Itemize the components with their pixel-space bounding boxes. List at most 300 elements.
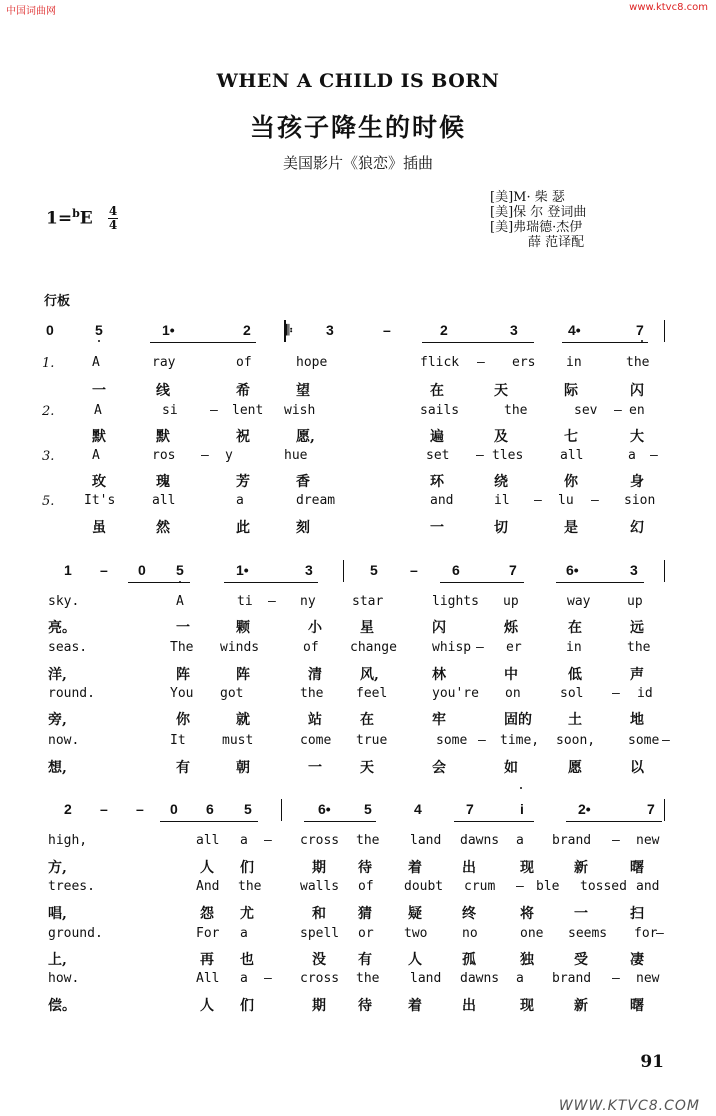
song-title-english: WHEN A CHILD IS BORN <box>216 70 500 92</box>
chinese-lyric: 天 <box>494 383 508 399</box>
chinese-lyric: 风, <box>360 667 379 683</box>
jianpu-note: 5 <box>95 322 103 338</box>
chinese-lyric: 出 <box>462 860 476 876</box>
lyric-word: high, <box>48 833 88 848</box>
lyric-word: up <box>503 594 519 609</box>
chinese-lyric: 和 <box>312 906 326 922</box>
octave-dot <box>641 340 643 342</box>
beam-underline <box>454 821 534 822</box>
lyric-word: For <box>196 926 220 941</box>
chinese-lyric: 瑰 <box>156 474 170 490</box>
jianpu-note: 5 <box>176 562 184 578</box>
lyric-word: flick <box>420 355 460 370</box>
lyric-word: you're <box>432 686 479 701</box>
lyric-word: no <box>462 926 478 941</box>
chinese-lyric: 一 <box>92 383 106 399</box>
lyric-word: the <box>504 403 528 418</box>
chinese-lyric: 一 <box>430 520 444 536</box>
lyric-word: ray <box>152 355 176 370</box>
chinese-lyric: 也 <box>240 952 254 968</box>
lyric-word: a <box>240 971 248 986</box>
barline <box>664 560 665 582</box>
beam-underline <box>304 821 376 822</box>
lyric-word: set <box>426 448 450 463</box>
lyric-word: ti <box>237 594 253 609</box>
credits-block <box>490 190 586 250</box>
lyric-word: on <box>505 686 521 701</box>
lyric-word: You <box>170 686 194 701</box>
lyric-word: tles <box>492 448 524 463</box>
chinese-lyric: 独 <box>520 952 534 968</box>
chinese-lyric: 着 <box>408 998 422 1014</box>
lyric-word: or <box>358 926 374 941</box>
chinese-lyric: 有 <box>358 952 372 968</box>
chinese-lyric: 你 <box>564 474 578 490</box>
lyric-word: got <box>220 686 244 701</box>
chinese-lyric: 怨 <box>200 906 214 922</box>
chinese-lyric: 人 <box>408 952 422 968</box>
jianpu-note: 5 <box>244 801 252 817</box>
lyric-word: the <box>356 971 380 986</box>
barline <box>664 799 665 821</box>
verse-number: 5. <box>42 494 55 509</box>
chinese-lyric: 曙 <box>630 998 644 1014</box>
lyric-word: lent <box>232 403 264 418</box>
lyric-word: change <box>350 640 397 655</box>
lyric-word: – <box>516 879 524 894</box>
chinese-lyric: 出 <box>462 998 476 1014</box>
chinese-lyric: 环 <box>430 474 444 490</box>
chinese-lyric: 默 <box>92 429 106 445</box>
lyric-word: cross <box>300 971 340 986</box>
chinese-lyric: 林 <box>432 667 446 683</box>
lyric-word: time, <box>500 733 540 748</box>
lyric-word: – <box>268 594 276 609</box>
lyric-word: the <box>627 640 651 655</box>
lyric-word: spell <box>300 926 340 941</box>
chinese-lyric: 朝 <box>236 760 250 776</box>
chinese-lyric: 待 <box>358 860 372 876</box>
page-number: 91 <box>640 1052 664 1072</box>
octave-dot <box>179 581 181 583</box>
chinese-lyric: 香 <box>296 474 310 490</box>
chinese-lyric: 一 <box>308 760 322 776</box>
lyric-word: winds <box>220 640 260 655</box>
lyric-word: the <box>238 879 262 894</box>
barline <box>281 799 282 821</box>
lyric-word: way <box>567 594 591 609</box>
chinese-lyric: 刻 <box>296 520 310 536</box>
lyric-word: And <box>196 879 220 894</box>
lyric-word: A <box>92 355 100 370</box>
lyric-word: a <box>240 926 248 941</box>
octave-dot <box>520 787 522 789</box>
lyric-word: all <box>196 833 220 848</box>
beam-underline <box>562 342 648 343</box>
lyric-word: sev <box>574 403 598 418</box>
song-subtitle: 美国影片《狼恋》插曲 <box>282 154 433 172</box>
watermark: WWW.KTVC8.COM <box>558 1098 700 1114</box>
lyric-word: sky. <box>48 594 80 609</box>
lyric-word: A <box>94 403 102 418</box>
lyric-word: and <box>430 493 454 508</box>
lyric-word: y <box>225 448 233 463</box>
chinese-lyric: 此 <box>236 520 250 536</box>
lyric-word: ros <box>152 448 176 463</box>
chinese-lyric: 现 <box>520 860 534 876</box>
chinese-lyric: 及 <box>494 429 508 445</box>
lyric-word: The <box>170 640 194 655</box>
lyric-word: the <box>356 833 380 848</box>
song-title-chinese: 当孩子降生的时候 <box>249 113 466 142</box>
site-name-left[interactable]: 中国词曲网 <box>6 6 56 17</box>
chinese-lyric: 阵 <box>236 667 250 683</box>
lyric-word: ble <box>536 879 560 894</box>
jianpu-note: 𝄆 <box>286 322 293 338</box>
chinese-lyric: 祝 <box>236 429 250 445</box>
credit-line: [美]保 尔 登词曲 <box>490 205 587 220</box>
lyric-word: land <box>410 971 442 986</box>
lyric-word: – <box>210 403 218 418</box>
lyric-word: lu <box>558 493 574 508</box>
lyric-word: cross <box>300 833 340 848</box>
chinese-lyric: 人 <box>200 998 214 1014</box>
chinese-lyric: 上, <box>48 952 67 968</box>
lyric-word: lights <box>432 594 479 609</box>
chinese-lyric: 洋, <box>48 667 67 683</box>
chinese-lyric: 孤 <box>462 952 476 968</box>
jianpu-note: 3 <box>630 562 638 578</box>
beam-underline <box>422 342 534 343</box>
lyric-word: crum <box>464 879 496 894</box>
jianpu-note: 1 <box>64 562 72 578</box>
lyric-word: some <box>628 733 660 748</box>
lyric-word: hue <box>284 448 308 463</box>
lyric-word: come <box>300 733 332 748</box>
chinese-lyric: 线 <box>156 383 170 399</box>
jianpu-note: 4• <box>568 322 581 338</box>
lyric-word: some <box>436 733 468 748</box>
chinese-lyric: 想, <box>48 760 67 776</box>
chinese-lyric: 牢 <box>432 712 446 728</box>
chinese-lyric: 烁 <box>504 620 518 636</box>
lyric-word: ground. <box>48 926 103 941</box>
chinese-lyric: 颗 <box>236 620 250 636</box>
lyric-word: whisp <box>432 640 472 655</box>
beam-underline <box>224 582 318 583</box>
lyric-word: er <box>506 640 522 655</box>
chinese-lyric: 阵 <box>176 667 190 683</box>
chinese-lyric: 疑 <box>408 906 422 922</box>
jianpu-note: 1• <box>162 322 175 338</box>
lyric-word: dawns <box>460 971 500 986</box>
jianpu-note: 6 <box>206 801 214 817</box>
chinese-lyric: 就 <box>236 712 250 728</box>
chinese-lyric: 方, <box>48 860 67 876</box>
chinese-lyric: 着 <box>408 860 422 876</box>
jianpu-note: – <box>136 801 144 817</box>
chinese-lyric: 没 <box>312 952 326 968</box>
verse-number: 2. <box>42 404 55 419</box>
jianpu-note: 6• <box>566 562 579 578</box>
lyric-word: – <box>656 926 664 941</box>
jianpu-note: 5 <box>370 562 378 578</box>
beam-underline <box>440 582 524 583</box>
lyric-word: star <box>352 594 384 609</box>
chinese-lyric: 固的 <box>504 712 532 728</box>
lyric-word: seas. <box>48 640 88 655</box>
jianpu-note: 6 <box>452 562 460 578</box>
lyric-word: a <box>516 833 524 848</box>
lyric-word: the <box>626 355 650 370</box>
lyric-word: true <box>356 733 388 748</box>
time-signature <box>108 206 118 231</box>
chinese-lyric: 绕 <box>494 474 508 490</box>
lyric-word: en <box>629 403 645 418</box>
chinese-lyric: 新 <box>574 998 588 1014</box>
chinese-lyric: 人 <box>200 860 214 876</box>
chinese-lyric: 旁, <box>48 712 67 728</box>
chinese-lyric: 扫 <box>630 906 644 922</box>
jianpu-note: 2 <box>440 322 448 338</box>
chinese-lyric: 希 <box>236 383 250 399</box>
jianpu-note: 4 <box>414 801 422 817</box>
chinese-lyric: 如 <box>504 760 518 776</box>
chinese-lyric: 新 <box>574 860 588 876</box>
jianpu-note: 7 <box>466 801 474 817</box>
chinese-lyric: 遍 <box>430 429 444 445</box>
verse-number: 1. <box>42 356 55 371</box>
jianpu-note: – <box>410 562 418 578</box>
lyric-word: in <box>566 355 582 370</box>
octave-dot <box>98 340 100 342</box>
chinese-lyric: 玫 <box>92 474 106 490</box>
chinese-lyric: 幻 <box>630 520 644 536</box>
chinese-lyric: 猜 <box>358 906 372 922</box>
lyric-word: brand <box>552 833 592 848</box>
chinese-lyric: 土 <box>568 712 582 728</box>
jianpu-note: 2• <box>578 801 591 817</box>
beam-underline <box>150 342 256 343</box>
lyric-word: – <box>612 971 620 986</box>
lyric-word: in <box>566 640 582 655</box>
lyric-word: two <box>404 926 428 941</box>
chinese-lyric: 唱, <box>48 906 67 922</box>
lyric-word: It <box>170 733 186 748</box>
chinese-lyric: 切 <box>494 520 508 536</box>
chinese-lyric: 凄 <box>630 952 644 968</box>
barline <box>284 320 286 342</box>
jianpu-note: 2 <box>64 801 72 817</box>
chinese-lyric: 在 <box>360 712 374 728</box>
lyric-word: – <box>201 448 209 463</box>
jianpu-note: 7 <box>636 322 644 338</box>
chinese-lyric: 天 <box>360 760 374 776</box>
lyric-word: – <box>591 493 599 508</box>
lyric-word: a <box>628 448 636 463</box>
chinese-lyric: 际 <box>564 383 578 399</box>
chinese-lyric: 你 <box>176 712 190 728</box>
chinese-lyric: 七 <box>564 429 578 445</box>
jianpu-note: – <box>383 322 391 338</box>
lyric-word: seems <box>568 926 608 941</box>
lyric-word: and <box>636 879 660 894</box>
lyric-word: – <box>476 640 484 655</box>
chinese-lyric: 低 <box>568 667 582 683</box>
chinese-lyric: 们 <box>240 860 254 876</box>
lyric-word: new <box>636 833 660 848</box>
credit-line: [美]弗瑞德·杰伊 <box>490 220 583 235</box>
jianpu-note: – <box>100 562 108 578</box>
lyric-word: of <box>358 879 374 894</box>
lyric-word: of <box>303 640 319 655</box>
lyric-word: sol <box>560 686 584 701</box>
chinese-lyric: 星 <box>360 620 374 636</box>
lyric-word: up <box>627 594 643 609</box>
chinese-lyric: 会 <box>432 760 446 776</box>
lyric-word: hope <box>296 355 328 370</box>
site-url-right[interactable]: www.ktvc8.com <box>629 2 708 13</box>
jianpu-note: 2 <box>243 322 251 338</box>
lyric-word: ny <box>300 594 316 609</box>
chinese-lyric: 声 <box>630 667 644 683</box>
lyric-word: ers <box>512 355 536 370</box>
chinese-lyric: 望 <box>296 383 310 399</box>
chinese-lyric: 小 <box>308 620 322 636</box>
chinese-lyric: 身 <box>630 474 644 490</box>
lyric-word: wish <box>284 403 316 418</box>
jianpu-note: 7 <box>509 562 517 578</box>
jianpu-note: 0 <box>46 322 54 338</box>
chinese-lyric: 将 <box>520 906 534 922</box>
chinese-lyric: 是 <box>564 520 578 536</box>
jianpu-note: 0 <box>170 801 178 817</box>
lyric-word: – <box>534 493 542 508</box>
tempo-marking: 行板 <box>44 294 71 309</box>
lyric-word: sion <box>624 493 656 508</box>
chinese-lyric: 终 <box>462 906 476 922</box>
beam-underline <box>566 821 662 822</box>
lyric-word: dawns <box>460 833 500 848</box>
beam-underline <box>160 821 258 822</box>
credit-line: [美]M· 柴 瑟 <box>490 190 565 205</box>
chinese-lyric: 大 <box>630 429 644 445</box>
lyric-word: now. <box>48 733 80 748</box>
chinese-lyric: 期 <box>312 998 326 1014</box>
chinese-lyric: 默 <box>156 429 170 445</box>
flat-sign: b <box>72 207 80 220</box>
chinese-lyric: 在 <box>430 383 444 399</box>
chinese-lyric: 地 <box>630 712 644 728</box>
chinese-lyric: 期 <box>312 860 326 876</box>
time-bottom: 4 <box>108 218 118 232</box>
chinese-lyric: 站 <box>308 712 322 728</box>
jianpu-note: 6• <box>318 801 331 817</box>
jianpu-note: 3 <box>510 322 518 338</box>
chinese-lyric: 受 <box>574 952 588 968</box>
chinese-lyric: 们 <box>240 998 254 1014</box>
lyric-word: feel <box>356 686 388 701</box>
lyric-word: a <box>236 493 244 508</box>
chinese-lyric: 愿 <box>568 760 582 776</box>
chinese-lyric: 待 <box>358 998 372 1014</box>
lyric-word: – <box>650 448 658 463</box>
lyric-word: the <box>300 686 324 701</box>
chinese-lyric: 闪 <box>630 383 644 399</box>
key-signature <box>46 207 93 229</box>
lyric-word: doubt <box>404 879 444 894</box>
key-note: E <box>79 208 93 229</box>
lyric-word: A <box>176 594 184 609</box>
lyric-word: a <box>240 833 248 848</box>
beam-underline <box>556 582 644 583</box>
jianpu-note: i <box>520 801 524 817</box>
lyric-word: soon, <box>556 733 596 748</box>
lyric-word: il <box>494 493 510 508</box>
jianpu-note: 3 <box>305 562 313 578</box>
lyric-word: si <box>162 403 178 418</box>
lyric-word: how. <box>48 971 80 986</box>
jianpu-note: – <box>100 801 108 817</box>
chinese-lyric: 一 <box>574 906 588 922</box>
chinese-lyric: 曙 <box>630 860 644 876</box>
barline <box>343 560 344 582</box>
lyric-word: walls <box>300 879 340 894</box>
chinese-lyric: 偿。 <box>48 998 76 1014</box>
lyric-word: of <box>236 355 252 370</box>
lyric-word: for <box>634 926 658 941</box>
lyric-word: new <box>636 971 660 986</box>
chinese-lyric: 以 <box>630 760 644 776</box>
chinese-lyric: 然 <box>156 520 170 536</box>
chinese-lyric: 远 <box>630 620 644 636</box>
chinese-lyric: 有 <box>176 760 190 776</box>
chinese-lyric: 愿, <box>296 429 315 445</box>
lyric-word: – <box>614 403 622 418</box>
lyric-word: a <box>516 971 524 986</box>
chinese-lyric: 再 <box>200 952 214 968</box>
chinese-lyric: 清 <box>308 667 322 683</box>
lyric-word: It's <box>84 493 116 508</box>
lyric-word: id <box>637 686 653 701</box>
chinese-lyric: 一 <box>176 620 190 636</box>
jianpu-note: 7 <box>647 801 655 817</box>
lyric-word: – <box>477 355 485 370</box>
jianpu-note: 5 <box>364 801 372 817</box>
credit-line: 薛 范译配 <box>528 235 585 250</box>
lyric-word: tossed <box>580 879 627 894</box>
lyric-word: land <box>410 833 442 848</box>
jianpu-note: 1• <box>236 562 249 578</box>
chinese-lyric: 现 <box>520 998 534 1014</box>
lyric-word: all <box>560 448 584 463</box>
lyric-word: – <box>612 833 620 848</box>
chinese-lyric: 亮。 <box>48 620 76 636</box>
lyric-word: all <box>152 493 176 508</box>
chinese-lyric: 尤 <box>240 906 254 922</box>
chinese-lyric: 在 <box>568 620 582 636</box>
lyric-word: – <box>612 686 620 701</box>
jianpu-note: 3 <box>326 322 334 338</box>
lyric-word: – <box>478 733 486 748</box>
lyric-word: sails <box>420 403 460 418</box>
lyric-word: A <box>92 448 100 463</box>
lyric-word: All <box>196 971 220 986</box>
lyric-word: one <box>520 926 544 941</box>
lyric-word: brand <box>552 971 592 986</box>
lyric-word: round. <box>48 686 95 701</box>
lyric-word: – <box>264 833 272 848</box>
